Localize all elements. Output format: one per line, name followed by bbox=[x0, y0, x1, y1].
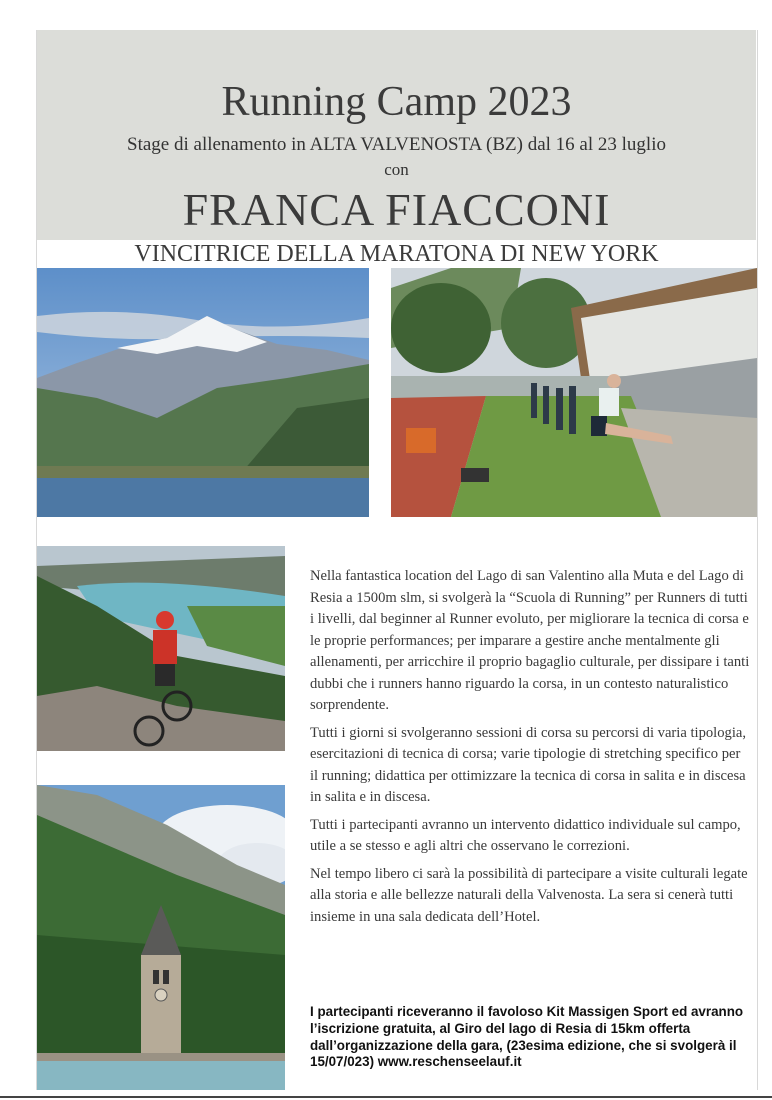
stretching-runners-photo bbox=[391, 268, 757, 517]
bell-tower-lake-photo bbox=[37, 785, 285, 1090]
description-paragraph-2: Tutti i giorni si svolgeranno sessioni di corsa su percorsi di varia tipologia, esercitazioni di tecnica di corsa; varie tipologie di stretching specifico per il running; didattica per ottimizzare la tecnica di corsa in salita e in discesa in salita e in discesa. bbox=[310, 724, 747, 805]
coach-tagline: VINCITRICE DELLA MARATONA DI NEW YORK bbox=[134, 241, 659, 267]
page-title: Running Camp 2023 bbox=[221, 79, 572, 125]
description-text bbox=[310, 566, 750, 934]
bottom-divider bbox=[0, 1096, 772, 1098]
description-paragraph-4: Nel tempo libero ci sarà la possibilità di partecipare a visite culturali legate alla storia e alle bellezze naturali della Valvenosta. La sera si cenerà tutti insieme in una sala dedicata dell’Hotel. bbox=[310, 865, 748, 925]
mountain-lake-photo bbox=[37, 268, 369, 517]
header-banner bbox=[37, 30, 756, 267]
mountain-biker-photo bbox=[37, 546, 285, 751]
description-paragraph-1: Nella fantastica location del Lago di san Valentino alla Muta e del Lago di Resia a 1500m slm, si svolgerà la “Scuola di Running” per Runners di tutti i livelli, dal beginner al Runner evoluto, per migliorare la tecnica di corsa e le proprie performances; per imparare a gestire anche mentalmente gli allenamenti, per arricchire il proprio bagaglio culturale, per dissipare i tanti dubbi che i runners hanno riguardo la corsa, in un contesto naturalistico sorprendente. bbox=[310, 568, 750, 713]
connector-text: con bbox=[384, 160, 409, 179]
registration-note: I partecipanti riceveranno il favoloso Kit Massigen Sport ed avranno l’iscrizione gratuita, al Giro del lago di Resia di 15km offerta dall’organizzazione della gara, (23esima edizione, che si svolgerà il 15/07/023) www.reschenseelauf.it bbox=[310, 1004, 744, 1070]
description-paragraph-3: Tutti i partecipanti avranno un intervento didattico individuale sul campo, utile a se stesso e agli altri che osservano le correzioni. bbox=[310, 816, 741, 854]
page-subtitle: Stage di allenamento in ALTA VALVENOSTA (BZ) dal 16 al 23 luglio bbox=[127, 134, 666, 155]
coach-name: FRANCA FIACCONI bbox=[182, 184, 611, 235]
